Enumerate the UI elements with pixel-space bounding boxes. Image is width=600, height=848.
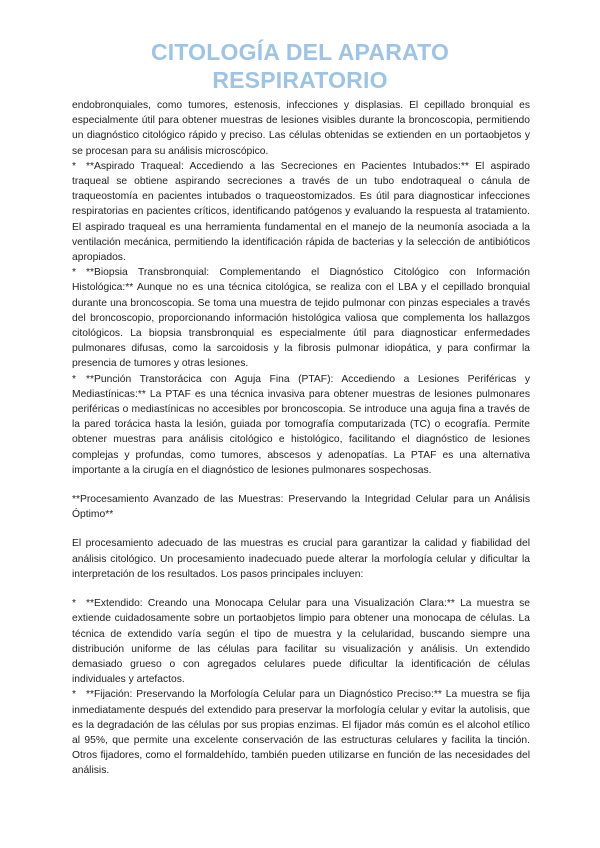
intro-continuation-paragraph: endobronquiales, como tumores, estenosis, infecciones y displasias. El cepillado bronquial es especialmente útil para obtener muestras de lesiones visibles durante la broncoscopia, permitiendo un diagnóstico citológico rápido y preciso. Las células obtenidas se extienden en un portaobjetos y se procesan para su análisis microscópico. <box>72 100 530 157</box>
section-intro-paragraph: El procesamiento adecuado de las muestras es crucial para garantizar la calidad y fiabilidad del análisis citológico. Un procesamiento inadecuado puede alterar la morfología celular y dificultar la interpretación de los resultados. Los pasos principales incluyen: <box>72 538 530 580</box>
section-heading: **Procesamiento Avanzado de las Muestras: Preservando la Integridad Celular para un Análisis Óptimo** <box>72 494 530 521</box>
bullet-fixation <box>72 687 530 778</box>
page-title: CITOLOGÍA DEL APARATO RESPIRATORIO <box>150 39 450 93</box>
bullet-list-processing-steps <box>72 596 530 778</box>
bullet-list-sampling-techniques <box>72 159 530 478</box>
bullet-text: **Aspirado Traqueal: Accediendo a las Secreciones en Pacientes Intubados:** El aspirado traqueal se obtiene aspirando secreciones a través de un tubo endotraqueal o cánula de traqueostomía en pacientes intubados o traqueostomizados. Es útil para diagnosticar infecciones respiratorias en pacientes críticos, identificando patógenos y evaluando la respuesta al tratamiento. El aspirado traqueal es una herramienta fundamental en el manejo de la neumonía asociada a la ventilación mecánica, permitiendo la identificación rápida de bacterias y la selección de antibióticos apropiados. <box>72 160 530 264</box>
bullet-marker: * <box>72 373 77 385</box>
spacer <box>72 478 530 492</box>
bullet-text: **Extendido: Creando una Monocapa Celular para una Visualización Clara:** La muestra se extiende cuidadosamente sobre un portaobjetos limpio para obtener una monocapa de células. La técnica de extendido varía según el tipo de muestra y la celularidad, buscando siempre una distribución uniforme de las células para facilitar su visualización y análisis. Un extendido demasiado grueso o con agregados celulares puede dificultar la identificación de células individuales y artefactos. <box>72 598 530 686</box>
bullet-marker: * <box>72 267 77 279</box>
bullet-tracheal-aspirate <box>72 159 530 265</box>
bullet-text: **Fijación: Preservando la Morfología Celular para un Diagnóstico Preciso:** La muestra se fija inmediatamente después del extendido para preservar la morfología celular y evitar la autolisis, que es la degradación de las células por sus propias enzimas. El fijador más común es el alcohol etílico al 95%, que permite una excelente conservación de las estructuras celulares y facilita la tinción. Otros fijadores, como el formaldehído, también pueden utilizarse en función de las necesidades del análisis. <box>72 689 530 777</box>
bullet-marker: * <box>72 598 77 610</box>
spacer <box>72 522 530 536</box>
bullet-marker: * <box>72 689 77 701</box>
bullet-text: **Biopsia Transbronquial: Complementando el Diagnóstico Citológico con Información Histológica:** Aunque no es una técnica citológica, se realiza con el LBA y el cepillado bronquial durante una broncoscopia. Se toma una muestra de tejido pulmonar con pinzas especiales a través del broncoscopio, proporcionando información histológica valiosa que complementa los hallazgos citológicos. La biopsia transbronquial es especialmente útil para diagnosticar enfermedades pulmonares difusas, como la sarcoidosis y la fibrosis pulmonar idiopática, y para confirmar la presencia de tumores y otras lesiones. <box>72 267 530 370</box>
spacer <box>72 582 530 596</box>
bullet-marker: * <box>72 160 77 172</box>
bullet-fine-needle-aspiration <box>72 372 530 478</box>
bullet-smear <box>72 596 530 687</box>
bullet-text: **Punción Transtorácica con Aguja Fina (PTAF): Accediendo a Lesiones Periféricas y Mediastínicas:** La PTAF es una técnica invasiva para obtener muestras de lesiones pulmonares periféricas o mediastínicas no accesibles por broncoscopia. Se introduce una aguja fina a través de la pared torácica hasta la lesión, guiada por tomografía computarizada (TC) o ecografía. Permite obtener muestras para análisis citológico e histológico, facilitando el diagnóstico de lesiones complejas y profundas, como tumores, abscesos y adenopatías. La PTAF es una alternativa importante a la cirugía en el diagnóstico de lesiones pulmonares sospechosas. <box>72 373 530 476</box>
document-body <box>72 98 530 779</box>
bullet-transbronchial-biopsy <box>72 265 530 371</box>
